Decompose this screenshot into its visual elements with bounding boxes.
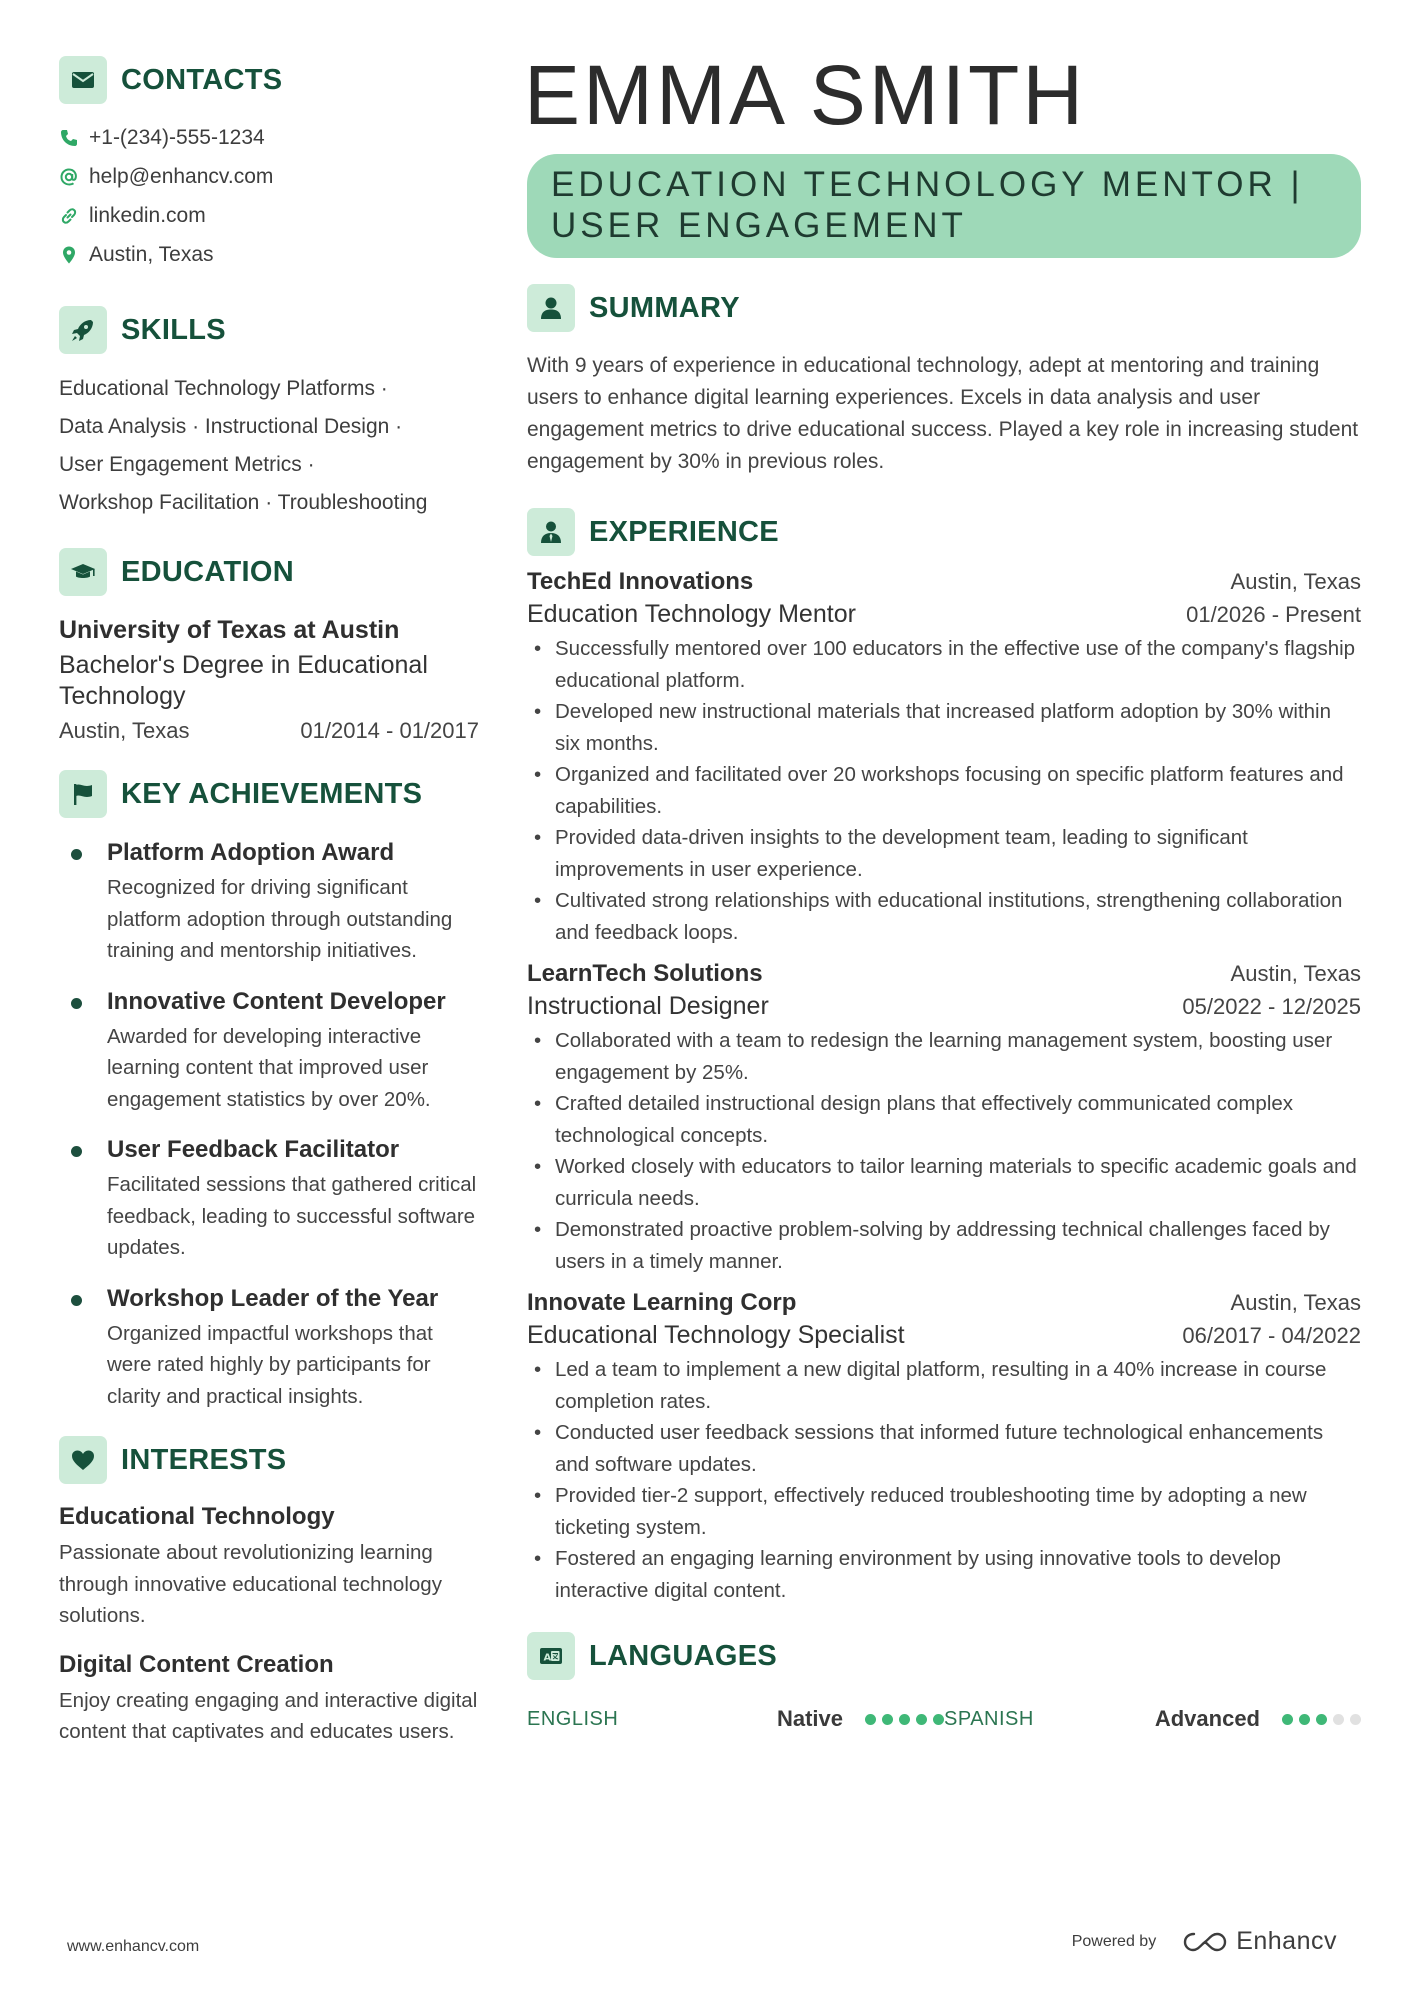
achievement-item (59, 838, 479, 967)
job-subheader (527, 1321, 1361, 1350)
job-bullet: • Worked closely with educators to tailor learning materials to specific academic goals and curricula needs. (527, 1151, 1361, 1214)
job-title: Education Technology Mentor (527, 600, 856, 628)
user-tie-icon (527, 508, 575, 556)
languages-header (527, 1632, 1361, 1680)
job-dates: 06/2017 - 04/2022 (1182, 1323, 1361, 1348)
job-title: Educational Technology Specialist (527, 1321, 905, 1349)
skills-section (59, 306, 479, 522)
rocket-icon (59, 306, 107, 354)
skills-title: SKILLS (121, 313, 226, 346)
education-degree: Bachelor's Degree in Educational Technology (59, 651, 428, 710)
interest-item (59, 1502, 479, 1632)
job-bullet: • Successfully mentored over 100 educators in the effective use of the company's flagship educational platform. (527, 633, 1361, 696)
enhancv-logo-icon (1182, 1930, 1228, 1954)
achievement-desc: Recognized for driving significant platform adoption through outstanding training and mentorship initiatives. (107, 876, 453, 962)
graduation-cap-icon (59, 548, 107, 596)
heart-icon (59, 1436, 107, 1484)
job-bullet: • Organized and facilitated over 20 workshops focusing on specific platform features and capabilities. (527, 759, 1361, 822)
interest-desc: Enjoy creating engaging and interactive digital content that captivates and educates users. (59, 1688, 478, 1743)
rating-dot-filled (916, 1714, 927, 1725)
language-level: Advanced (1154, 1706, 1260, 1731)
contact-list (59, 118, 479, 274)
summary-section (527, 284, 1361, 478)
experience-title: EXPERIENCE (589, 515, 779, 548)
job-dates: 05/2022 - 12/2025 (1182, 994, 1361, 1019)
achievements-header (59, 770, 479, 818)
job-bullet: • Provided data-driven insights to the development team, leading to significant improvements in user experience. (527, 822, 1361, 885)
left-column (59, 56, 479, 1748)
education-title: EDUCATION (121, 555, 294, 588)
summary-title: SUMMARY (589, 291, 740, 324)
skills-list (59, 370, 479, 522)
job-bullet: • Demonstrated proactive problem-solving by addressing technical challenges faced by users in a timely manner. (527, 1214, 1361, 1277)
job-dates: 01/2026 - Present (1186, 602, 1361, 627)
bullet-dot (71, 998, 82, 1009)
bullet-dot (71, 1295, 82, 1306)
education-header (59, 548, 479, 596)
envelope-icon (59, 56, 107, 104)
job-title: Instructional Designer (527, 992, 769, 1020)
achievement-title: User Feedback Facilitator (107, 1136, 400, 1163)
languages-title: LANGUAGES (589, 1639, 777, 1672)
rating-dot-empty (1333, 1714, 1344, 1725)
language-level: Native (776, 1706, 843, 1731)
rating-dot-filled (882, 1714, 893, 1725)
rating-dot-empty (1350, 1714, 1361, 1725)
rating-dot-filled (933, 1714, 944, 1725)
job-entry (527, 960, 1361, 1277)
language-name: ENGLISH (527, 1707, 619, 1730)
languages-section (527, 1632, 1361, 1732)
achievement-title: Workshop Leader of the Year (107, 1284, 439, 1312)
education-meta (59, 718, 479, 744)
link-icon (59, 206, 79, 226)
skills-line: Workshop Facilitation · Troubleshooting (59, 491, 428, 514)
job-bullets (527, 633, 1361, 948)
contact-linkedin[interactable] (59, 196, 479, 235)
achievement-title: Innovative Content Developer (107, 987, 446, 1015)
achievements-title: KEY ACHIEVEMENTS (121, 777, 423, 810)
flag-icon (59, 770, 107, 818)
contact-phone-text: +1-(234)-555-1234 (89, 125, 265, 149)
contact-email[interactable] (59, 157, 479, 196)
interest-item (59, 1650, 479, 1748)
rating-dot-filled (1316, 1714, 1327, 1725)
achievement-item (59, 987, 479, 1116)
interest-title: Digital Content Creation (59, 1650, 334, 1678)
job-header (527, 568, 1361, 596)
rating-dot-filled (1282, 1714, 1293, 1725)
candidate-name: EMMA SMITH (524, 48, 1087, 142)
job-bullet: • Led a team to implement a new digital platform, resulting in a 40% increase in course completion rates. (527, 1354, 1361, 1417)
interest-desc: Passionate about revolutionizing learning through innovative educational technology solutions. (59, 1541, 442, 1627)
user-icon (527, 284, 575, 332)
contact-linkedin-text: linkedin.com (89, 203, 206, 227)
language-rating (865, 1714, 944, 1725)
job-bullet: • Cultivated strong relationships with educational institutions, strengthening collaboration and feedback loops. (527, 885, 1361, 948)
summary-header (527, 284, 1361, 332)
powered-by-label: Powered by (1071, 1932, 1157, 1950)
contacts-title: CONTACTS (121, 63, 283, 96)
language-item (527, 1706, 944, 1732)
job-company: TechEd Innovations (527, 568, 754, 595)
job-header (527, 960, 1361, 988)
achievement-desc: Organized impactful workshops that were rated highly by participants for clarity and practical insights. (107, 1321, 433, 1408)
contacts-header (59, 56, 479, 104)
education-section (59, 548, 479, 744)
job-bullet: • Crafted detailed instructional design plans that effectively communicated complex technological concepts. (527, 1088, 1361, 1151)
job-bullet: • Provided tier-2 support, effectively reduced troubleshooting time by adopting a new ticketing system. (527, 1480, 1361, 1543)
svg-text:A: A (543, 1652, 552, 1664)
job-location: Austin, Texas (1230, 569, 1361, 594)
experience-section (527, 508, 1361, 1606)
achievement-item (59, 1284, 479, 1413)
skills-line: User Engagement Metrics · (59, 453, 315, 476)
language-item (944, 1706, 1361, 1732)
contacts-section (59, 56, 479, 274)
footer-powered[interactable] (1072, 1927, 1337, 1956)
skills-line: Data Analysis · Instructional Design · (59, 415, 403, 438)
at-icon (59, 167, 79, 187)
bullet-dot (71, 849, 82, 860)
achievement-desc: Facilitated sessions that gathered critical feedback, leading to successful software updates. (107, 1173, 477, 1259)
contact-email-text: help@enhancv.com (89, 164, 274, 188)
job-bullets (527, 1025, 1361, 1277)
interest-title: Educational Technology (59, 1503, 335, 1530)
job-bullet: • Collaborated with a team to redesign the learning management system, boosting user engagement by 25%. (527, 1025, 1361, 1088)
bullet-dot (71, 1146, 82, 1157)
role-banner (527, 154, 1361, 258)
summary-text: With 9 years of experience in educational technology, adept at mentoring and training users to enhance digital learning experiences. Excels in data analysis and user engagement metrics to drive educational success. Played a key role in increasing student engagement by 30% in previous roles. (527, 354, 1359, 473)
job-entry (527, 568, 1361, 948)
skills-line: Educational Technology Platforms · (59, 377, 388, 400)
contact-location (59, 235, 479, 274)
job-header (527, 1289, 1361, 1317)
location-icon (59, 245, 79, 265)
interests-header (59, 1436, 479, 1484)
language-name: SPANISH (944, 1707, 1034, 1730)
education-location: Austin, Texas (59, 718, 190, 743)
languages-list (527, 1706, 1361, 1732)
job-bullet: • Developed new instructional materials that increased platform adoption by 30% within six months. (527, 696, 1361, 759)
contact-location-text: Austin, Texas (89, 242, 214, 266)
job-location: Austin, Texas (1230, 961, 1361, 986)
achievement-title: Platform Adoption Award (107, 839, 395, 866)
job-company: Innovate Learning Corp (527, 1289, 797, 1316)
education-dates: 01/2014 - 01/2017 (300, 718, 479, 743)
language-rating (1282, 1714, 1361, 1725)
contact-phone[interactable] (59, 118, 479, 157)
rating-dot-filled (899, 1714, 910, 1725)
footer-site[interactable]: www.enhancv.com (67, 1938, 200, 1955)
interests-title: INTERESTS (121, 1443, 287, 1476)
job-bullet: • Fostered an engaging learning environment by using innovative tools to develop interactive digital content. (527, 1543, 1361, 1606)
right-column (524, 48, 1361, 1732)
achievement-item (59, 1135, 479, 1264)
job-subheader (527, 992, 1361, 1021)
candidate-role: EDUCATION TECHNOLOGY MENTOR | USER ENGAGEMENT (551, 165, 1304, 245)
interests-section (59, 1436, 479, 1748)
job-bullet: • Conducted user feedback sessions that informed future technological enhancements and software updates. (527, 1417, 1361, 1480)
job-subheader (527, 600, 1361, 629)
skills-header (59, 306, 479, 354)
experience-header (527, 508, 1361, 556)
achievement-desc: Awarded for developing interactive learning content that improved user engagement statistics by over 20%. (107, 1024, 431, 1111)
education-school: University of Texas at Austin (59, 616, 400, 644)
achievements-section (59, 770, 479, 1412)
job-entry (527, 1289, 1361, 1606)
phone-icon (59, 128, 79, 148)
language-icon (527, 1632, 575, 1680)
enhancv-brand: Enhancv (1236, 1927, 1337, 1955)
job-company: LearnTech Solutions (527, 960, 763, 987)
rating-dot-filled (865, 1714, 876, 1725)
job-location: Austin, Texas (1230, 1290, 1361, 1315)
job-bullets (527, 1354, 1361, 1606)
rating-dot-filled (1299, 1714, 1310, 1725)
